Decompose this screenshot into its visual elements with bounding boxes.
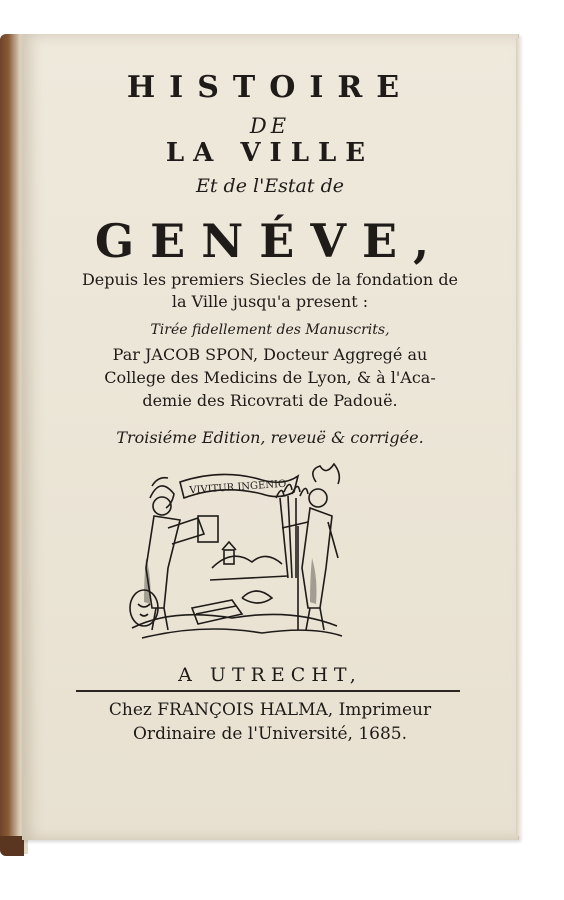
imprint-place: A UTRECHT, <box>178 664 362 686</box>
title-geneve: GENÉVE, <box>94 214 446 268</box>
edition-statement: Troisiéme Edition, reveuë & corrigée. <box>116 428 424 447</box>
emblem-motto: VIVITUR INGENIO <box>189 478 287 497</box>
subtitle-line-1: Depuis les premiers Siecles de la fondation de <box>81 270 459 289</box>
source-note: Tirée fidellement des Manuscrits, <box>150 322 390 338</box>
title-histoire: HISTOIRE <box>126 70 414 105</box>
title-de: DE <box>249 114 291 138</box>
imprint-rule <box>76 690 460 692</box>
imprint-publisher: Chez FRANÇOIS HALMA, Imprimeur <box>108 700 432 720</box>
subtitle-line-2: la Ville jusqu'a present : <box>171 292 369 311</box>
author-affiliation-1: College des Medicins de Lyon, & à l'Aca- <box>104 368 436 387</box>
author-affiliation-2: demie des Ricovrati de Padouë. <box>142 391 398 410</box>
imprint-date: Ordinaire de l'Université, 1685. <box>133 724 407 744</box>
author-line: Par JACOB SPON, Docteur Aggregé au <box>112 345 428 364</box>
printer-device-emblem <box>112 458 352 648</box>
title-la-ville: LA VILLE <box>165 138 375 168</box>
title-estat: Et de l'Estat de <box>196 175 344 197</box>
book-cover-edge <box>0 836 24 856</box>
